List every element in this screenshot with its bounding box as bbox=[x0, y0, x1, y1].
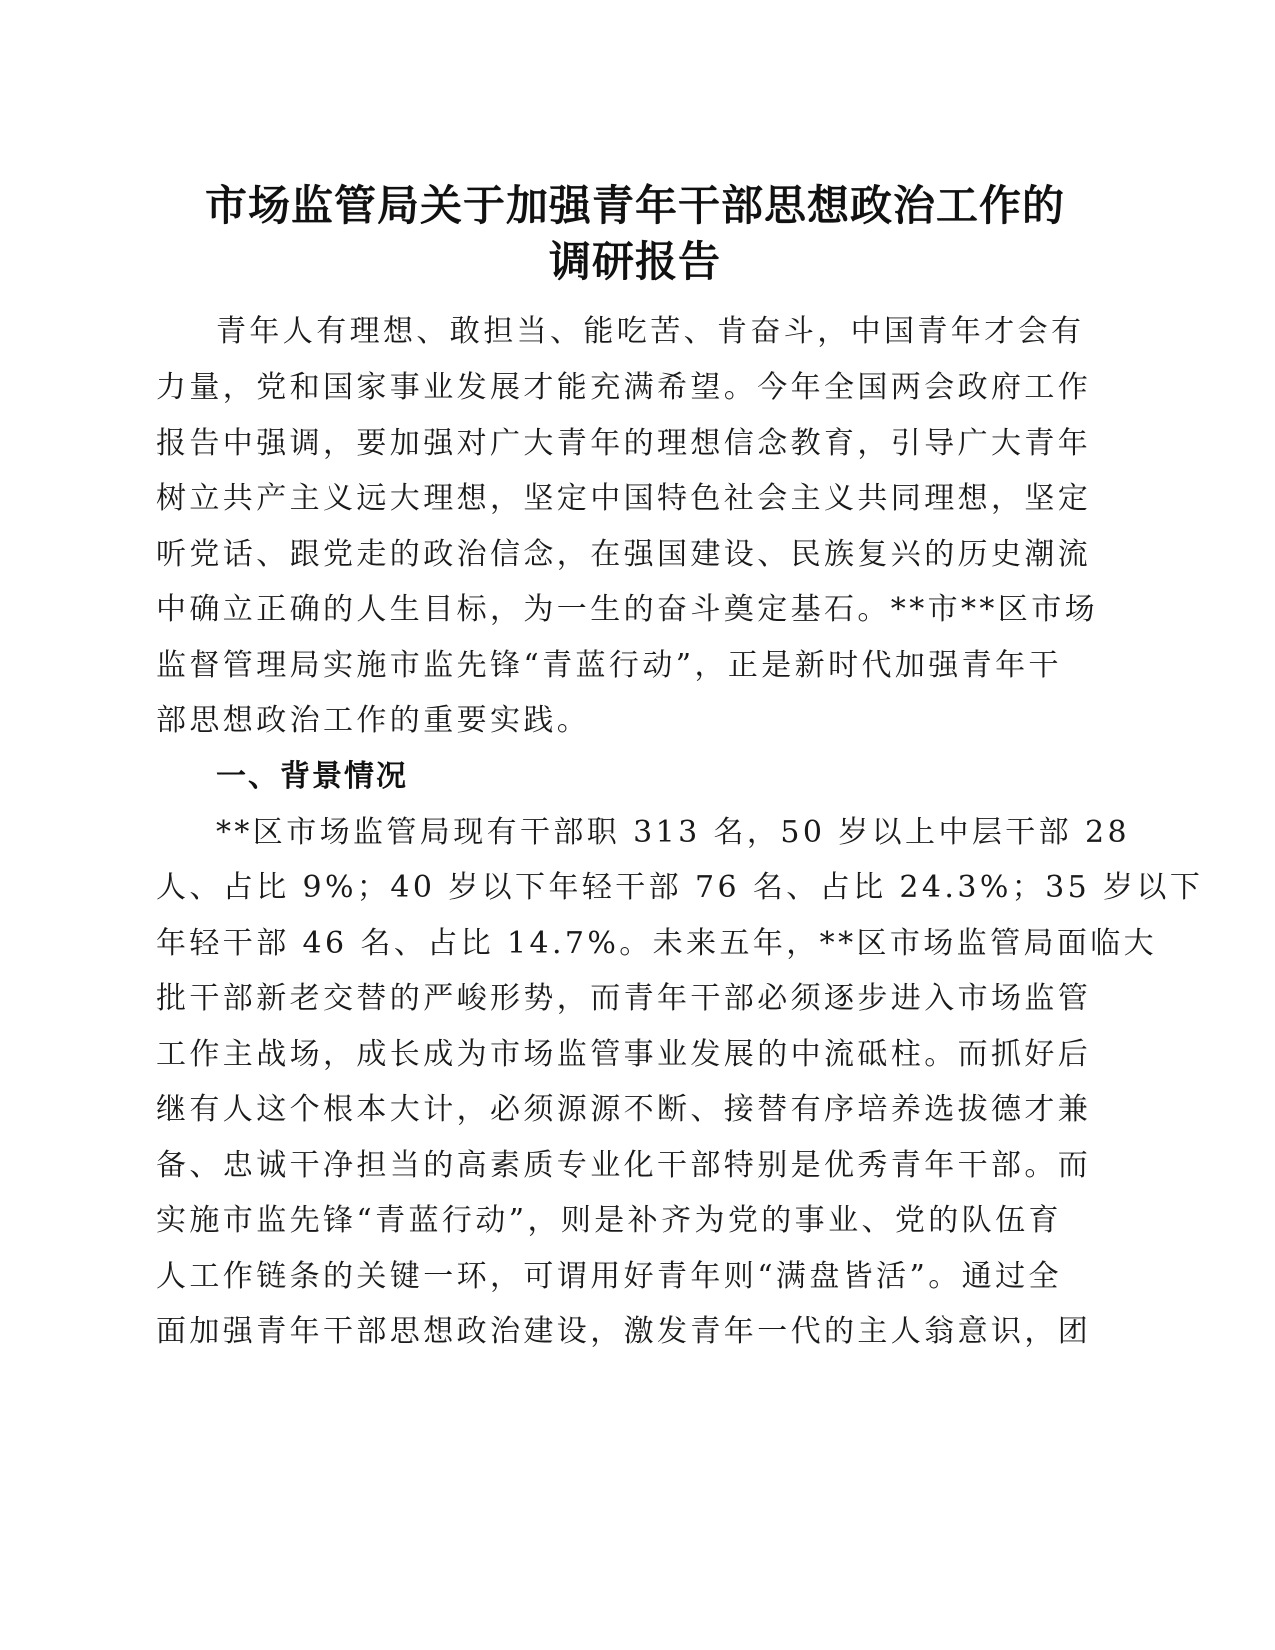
intro-paragraph-line: 树立共产主义远大理想，坚定中国特色社会主义共同理想，坚定 bbox=[156, 481, 1092, 516]
intro-paragraph-line: 力量，党和国家事业发展才能充满希望。今年全国两会政府工作 bbox=[156, 370, 1092, 405]
section1-paragraph-line: 年轻干部 46 名、占比 14.7%。未来五年，**区市场监管局面临大 bbox=[156, 926, 1158, 961]
section1-paragraph-line: **区市场监管局现有干部职 313 名，50 岁以上中层干部 28 bbox=[216, 815, 1130, 850]
section1-paragraph-line: 实施市监先锋“青蓝行动”，则是补齐为党的事业、党的队伍育 bbox=[156, 1203, 1062, 1238]
section1-paragraph-line: 批干部新老交替的严峻形势，而青年干部必须逐步进入市场监管 bbox=[156, 981, 1092, 1016]
document-title-line-1: 市场监管局关于加强青年干部思想政治工作的 bbox=[204, 181, 1065, 230]
intro-paragraph-line: 监督管理局实施市监先锋“青蓝行动”，正是新时代加强青年干 bbox=[156, 648, 1062, 683]
document-title-line-2: 调研报告 bbox=[548, 237, 721, 286]
intro-paragraph-line: 中确立正确的人生目标，为一生的奋斗奠定基石。**市**区市场 bbox=[156, 592, 1098, 627]
section1-paragraph-line: 备、忠诚干净担当的高素质专业化干部特别是优秀青年干部。而 bbox=[156, 1148, 1092, 1183]
intro-paragraph-line: 青年人有理想、敢担当、能吃苦、肯奋斗，中国青年才会有 bbox=[216, 314, 1085, 349]
section1-paragraph-line: 人工作链条的关键一环，可谓用好青年则“满盘皆活”。通过全 bbox=[156, 1259, 1062, 1294]
section-heading-background: 一、背景情况 bbox=[216, 759, 408, 794]
intro-paragraph-line: 部思想政治工作的重要实践。 bbox=[156, 703, 591, 738]
section1-paragraph-line: 面加强青年干部思想政治建设，激发青年一代的主人翁意识，团 bbox=[156, 1314, 1092, 1349]
intro-paragraph-line: 听党话、跟党走的政治信念，在强国建设、民族复兴的历史潮流 bbox=[156, 537, 1092, 572]
intro-paragraph-line: 报告中强调，要加强对广大青年的理想信念教育，引导广大青年 bbox=[156, 426, 1092, 461]
section1-paragraph-line: 继有人这个根本大计，必须源源不断、接替有序培养选拔德才兼 bbox=[156, 1092, 1092, 1127]
section1-paragraph-line: 工作主战场，成长成为市场监管事业发展的中流砥柱。而抓好后 bbox=[156, 1037, 1092, 1072]
section1-paragraph-line: 人、占比 9%；40 岁以下年轻干部 76 名、占比 24.3%；35 岁以下 bbox=[156, 870, 1204, 905]
